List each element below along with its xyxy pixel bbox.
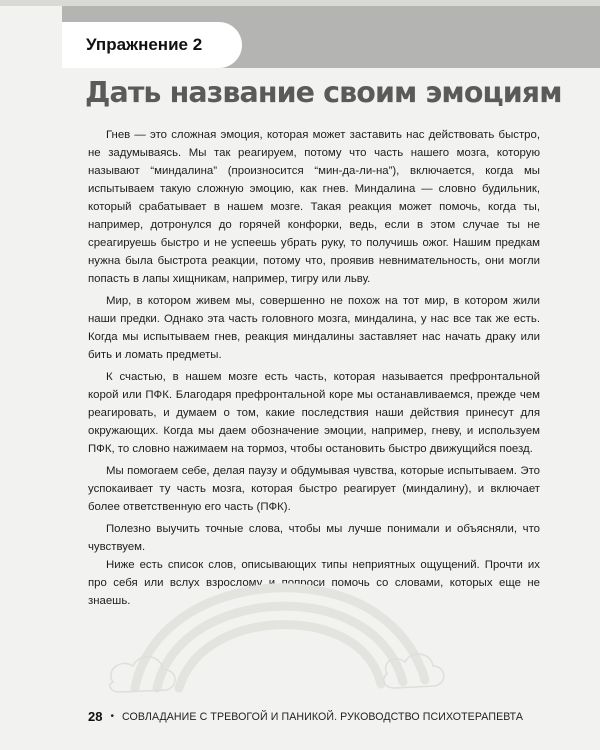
book-title: СОВЛАДАНИЕ С ТРЕВОГОЙ И ПАНИКОЙ. РУКОВОДСТВО ПСИХОТЕРАПЕВТА	[121, 710, 524, 723]
footer-bullet: •	[110, 711, 114, 722]
paragraph: К счастью, в нашем мозге есть часть, которая называется префронтальной корой или ПФК. Благодаря префронтальной коре мы останавливаемся, прежде чем реагировать, и думаем о том, какие последствия наши действия принесут для окружающих. Когда мы даем обозначение эмоции, например, гневу, и используем ПФК, то словно нажимаем на тормоз, чтобы остановить быстро движущийся поезд.	[88, 371, 540, 455]
paragraph: Гнев — это сложная эмоция, которая может заставить нас действовать быстро, не задумываясь. Мы так реагируем, потому что часть нашего мозга, которую называют “миндалина” (произносится “мин-да-ли-на”), включается, когда мы испытываем такую сложную эмоцию, как гнев. Миндалина — словно будильник, который срабатывает в нашем мозге. Такая реакция может помочь, когда ты, например, дотронулся до горячей конфорки, ведь, если в этом случае ты не среагируешь быстро и не успеешь убрать руку, то получишь ожог. Нашим предкам нужна была быстрота реакции, потому что, проявив невнимательность, они могли попасть в лапы хищникам, например, тигру или льву.	[88, 129, 540, 285]
paragraph: Полезно выучить точные слова, чтобы мы лучше понимали и объясняли, что чувствуем.	[88, 523, 540, 553]
page-footer	[88, 709, 568, 724]
exercise-tab	[62, 22, 242, 68]
paragraph: Мир, в котором живем мы, совершенно не похож на тот мир, в котором жили наши предки. Однако эта часть головного мозга, миндалина, у нас все так же есть. Когда мы испытываем гнев, реакция миндалины заставляет нас начать драку или бить и ломать предметы.	[88, 295, 540, 361]
page-title: Дать название своим эмоциям	[85, 76, 562, 109]
body-text	[88, 126, 540, 614]
exercise-label: Упражнение 2	[86, 35, 203, 54]
paragraph: Ниже есть список слов, описывающих типы неприятных ощущений. Прочти их про себя или вслух взрослому и попроси помочь со словами, которых еще не знаешь.	[88, 559, 540, 607]
rainbow-illustration	[95, 570, 455, 700]
page-number: 28	[88, 709, 103, 724]
paragraph: Мы помогаем себе, делая паузу и обдумывая чувства, которые испытываем. Это успокаивает ту часть мозга, которая быстро реагирует (миндалину), и включает более ответственную его часть (ПФК).	[88, 465, 540, 513]
